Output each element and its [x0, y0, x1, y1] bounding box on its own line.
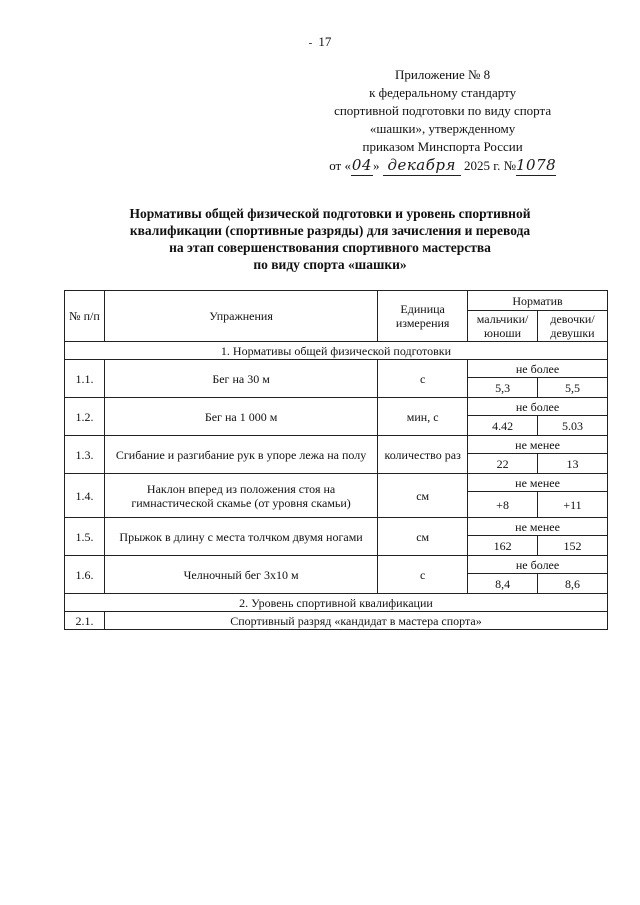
table-row: 1.1. Бег на 30 м с не более [65, 360, 608, 378]
table-row: 1.4. Наклон вперед из положения стоя на гимнастической скамье (от уровня скамьи) см не менее [65, 474, 608, 492]
header-boys: мальчики/ юноши [468, 311, 538, 342]
table-row: 1.2. Бег на 1 000 м мин, с не более [65, 398, 608, 416]
appendix-line: приказом Минспорта России [362, 139, 523, 154]
appendix-line: «шашки», утвержденному [369, 121, 516, 136]
section-title: 1. Нормативы общей физической подготовки [65, 342, 608, 360]
header-unit: Единица измерения [378, 291, 468, 342]
norms-table: № п/п Упражнения Единица измерения Норматив мальчики/ юноши девочки/ девушки 1. Нормативы общей физической подготовки 1.1. Бег на 30 м с не более 5,3 5,5 1.2. Бег на 1 000 м мин, с не более 4.42 5.03 1.3. Сгибание и разгибание рук в упоре лежа на полу количество раз не менее 22 13 1.4. Наклон вперед из положения стоя на гимнастической скамье (от уровня скамьи) см не менее +8 +11 1.5. Прыжок в длину с места толчком двумя ногами см не менее 162 152 1.6. Челночный бег 3х10 м с не более 8,4 8,6 2. Уровень спортивной квалификации 2.1. Спортивный разряд «кандидат в мастера спорта» [64, 290, 608, 630]
order-date-line: от «04» декабря 2025 г. №1078 [329, 156, 557, 174]
handwritten-month: декабря [387, 156, 456, 174]
header-num: № п/п [65, 291, 105, 342]
handwritten-number: 1078 [516, 156, 557, 174]
page-number: - 17 [308, 34, 332, 49]
appendix-line: к федеральному стандарту [369, 85, 517, 100]
table-row: 1.3. Сгибание и разгибание рук в упоре лежа на полу количество раз не менее [65, 436, 608, 454]
handwritten-day: 04 [351, 156, 373, 174]
header-girls: девочки/ девушки [538, 311, 608, 342]
table-row: 2.1. Спортивный разряд «кандидат в мастера спорта» [65, 612, 608, 630]
appendix-line: Приложение № 8 [395, 67, 491, 82]
document-title: Нормативы общей физической подготовки и уровень спортивной квалификации (спортивные разряды) для зачисления и перевода на этап совершенствования спортивного мастерства по виду спорта «шашки» [129, 206, 531, 272]
header-exercise: Упражнения [104, 291, 377, 342]
header-norm: Норматив [468, 291, 608, 311]
table-row: 1.6. Челночный бег 3х10 м с не более [65, 556, 608, 574]
section-title: 2. Уровень спортивной квалификации [65, 594, 608, 612]
appendix-line: спортивной подготовки по виду спорта [334, 103, 552, 118]
table-row: 1.5. Прыжок в длину с места толчком двумя ногами см не менее [65, 518, 608, 536]
appendix-block [329, 66, 556, 176]
